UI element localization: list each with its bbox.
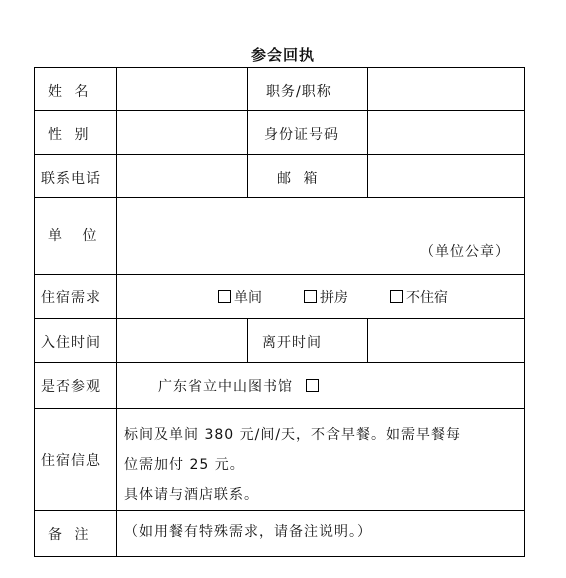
checkbox-icon[interactable] — [218, 290, 231, 303]
visit-option[interactable]: 广东省立中山图书馆 — [158, 379, 322, 395]
phone-field[interactable] — [117, 155, 247, 197]
gender-label: 性 别 — [48, 127, 93, 143]
name-label: 姓 名 — [48, 84, 93, 100]
unit-field[interactable] — [117, 198, 524, 274]
lodging-label: 住宿需求 — [41, 290, 101, 306]
remark-note[interactable]: （如用餐有特殊需求，请备注说明。） — [124, 524, 372, 540]
info-line: 具体请与酒店联系。 — [124, 487, 259, 503]
checkbox-icon[interactable] — [306, 379, 319, 392]
checkin-field[interactable] — [117, 319, 247, 362]
email-label: 邮 箱 — [277, 171, 322, 187]
email-field[interactable] — [368, 155, 524, 197]
checkout-field[interactable] — [368, 319, 524, 362]
id-number-field[interactable] — [368, 111, 524, 154]
unit-seal-note: （单位公章） — [420, 244, 510, 260]
form-title: 参会回执 — [250, 46, 315, 64]
id-number-label: 身份证号码 — [264, 127, 339, 143]
lodging-option-none[interactable]: 不住宿 — [390, 290, 448, 306]
checkin-label: 入住时间 — [41, 335, 101, 351]
remark-label: 备 注 — [48, 527, 93, 543]
lodging-info-text — [124, 420, 461, 510]
lodging-option-shared[interactable]: 拼房 — [304, 290, 348, 306]
position-label: 职务/职称 — [266, 84, 332, 100]
info-line: 位需加付 25 元。 — [124, 457, 245, 473]
checkbox-icon[interactable] — [390, 290, 403, 303]
unit-label: 单 位 — [48, 228, 105, 244]
position-field[interactable] — [368, 68, 524, 110]
checkout-label: 离开时间 — [262, 335, 322, 351]
visit-label: 是否参观 — [41, 379, 101, 395]
checkbox-icon[interactable] — [304, 290, 317, 303]
name-field[interactable] — [117, 68, 247, 110]
phone-label: 联系电话 — [41, 171, 101, 187]
info-line: 标间及单间 380 元/间/天，不含早餐。如需早餐每 — [124, 427, 462, 443]
gender-field[interactable] — [117, 111, 247, 154]
lodging-info-label: 住宿信息 — [41, 453, 101, 469]
lodging-option-single[interactable]: 单间 — [218, 290, 262, 306]
